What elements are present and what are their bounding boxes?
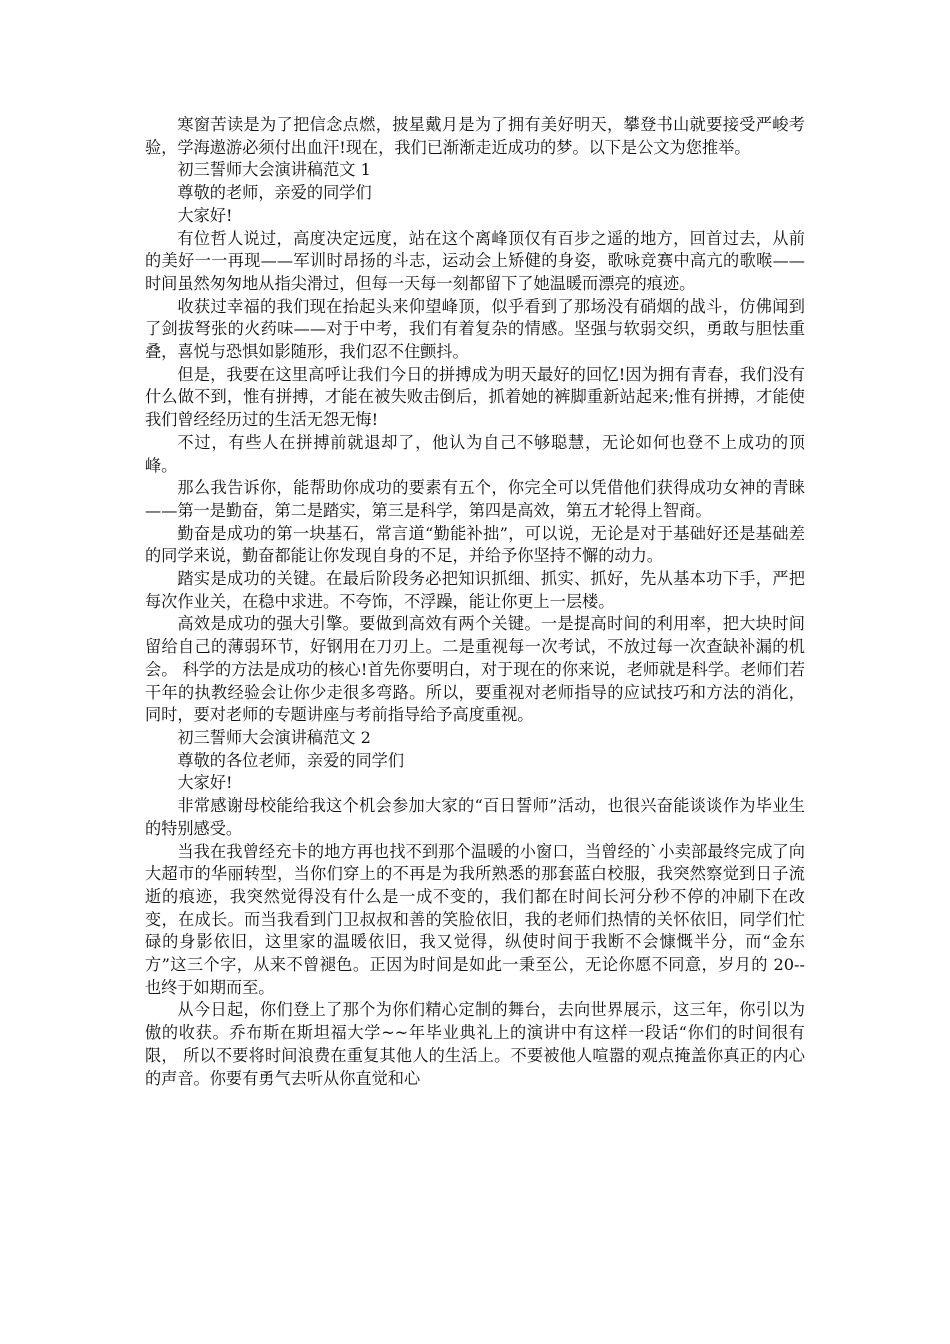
salutation-2: 尊敬的各位老师，亲爱的同学们 — [177, 750, 405, 770]
section-title-1: 初三誓师大会演讲稿范文 1 — [177, 160, 371, 180]
intro-paragraph: 寒窗苦读是为了把信念点燃，披星戴月是为了拥有美好明天，攀登书山就要接受严峻考验，学海遨游必须付出血汗!现在，我们已渐渐走近成功的梦。以下是公文为您推举。 — [145, 115, 805, 157]
body-paragraph: 高效是成功的强大引擎。要做到高效有两个关键。一是提高时间的利用率，把大块时间留给自己的薄弱环节，好钢用在刀刃上。二是重视每一次考试，不放过每一次查缺补漏的机会。 科学的方法是成功的核心!首先你要明白，对于现在的你来说，老师就是科学。老师们若干年的执教经验会让你少走很多弯路。所以，要重视对老师指导的应试技巧和方法的消化，同时，要对老师的专题讲座与考前指导给予高度重视。 — [145, 614, 805, 725]
body-paragraph: 非常感谢母校能给我这个机会参加大家的“百日誓师”活动，也很兴奋能谈谈作为毕业生的特别感受。 — [145, 796, 805, 838]
body-paragraph: 有位哲人说过，高度决定远度，站在这个离峰顶仅有百步之遥的地方，回首过去，从前的美好一一再现——军训时昂扬的斗志，运动会上矫健的身姿，歌咏竞赛中高亢的歌喉——时间虽然匆匆地从指尖滑过，但每一天每一刻都留下了她温暖而漂亮的痕迹。 — [145, 228, 805, 293]
body-paragraph: 收获过幸福的我们现在抬起头来仰望峰顶，似乎看到了那场没有硝烟的战斗，仿佛闻到了剑拔弩张的火药味——对于中考，我们有着复杂的情感。坚强与软弱交织，勇敢与胆怯重叠，喜悦与恐惧如影随形，我们忍不住颤抖。 — [145, 296, 805, 362]
body-paragraph: 那么我告诉你，能帮助你成功的要素有五个，你完全可以凭借他们获得成功女神的青睐——第一是勤奋，第二是踏实，第三是科学，第四是高效，第五才轮得上智商。 — [145, 478, 805, 520]
body-paragraph: 但是，我要在这里高呼让我们今日的拼搏成为明天最好的回忆!因为拥有青春，我们没有什么做不到，惟有拼搏，才能在被失败击倒后，抓着她的裤脚重新站起来;惟有拼搏，才能使我们曾经经历过的生活无怨无悔! — [145, 364, 805, 430]
document-page — [145, 114, 805, 1090]
section-title-2: 初三誓师大会演讲稿范文 2 — [177, 727, 371, 747]
body-paragraph: 踏实是成功的关键。在最后阶段务必把知识抓细、抓实、抓好，先从基本功下手，严把每次作业关，在稳中求进。不夸饰，不浮躁，能让你更上一层楼。 — [145, 569, 805, 611]
body-paragraph: 不过，有些人在拼搏前就退却了，他认为自己不够聪慧，无论如何也登不上成功的顶峰。 — [145, 432, 805, 475]
greeting-1: 大家好! — [177, 205, 233, 225]
salutation-1: 尊敬的老师，亲爱的同学们 — [177, 183, 372, 203]
body-paragraph: 从今日起，你们登上了那个为你们精心定制的舞台，去向世界展示，这三年，你引以为傲的收获。乔布斯在斯坦福大学~~年毕业典礼上的演讲中有这样一段话“你们的时间很有限， 所以不要将时间浪费在重复其他人的生活上。不要被他人喧嚣的观点掩盖你真正的内心的声音。你要有勇气去听从你直觉和心 — [145, 1000, 805, 1088]
body-paragraph: 勤奋是成功的第一块基石，常言道“勤能补拙”，可以说，无论是对于基础好还是基础差的同学来说，勤奋都能让你发现自身的不足，并给予你坚持不懈的动力。 — [145, 523, 805, 566]
body-paragraph: 当我在我曾经充卡的地方再也找不到那个温暖的小窗口，当曾经的`小卖部最终完成了向大超市的华丽转型，当你们穿上的不再是为我所熟悉的那套蓝白校服，我突然察觉到日子流逝的痕迹，我突然觉得没有什么是一成不变的，我们都在时间长河分秒不停的冲刷下在改变，在成长。而当我看到门卫叔叔和善的笑脸依旧，我的老师们热情的关怀依旧，同学们忙碌的身影依旧，这里家的温暖依旧，我又觉得，纵使时间于我断不会慷慨半分，而“金东方”这三个字，从来不曾褪色。正因为时间是如此一秉至公，无论你愿不同意，岁月的 20--也终于如期而至。 — [145, 841, 805, 997]
greeting-2: 大家好! — [177, 773, 233, 793]
